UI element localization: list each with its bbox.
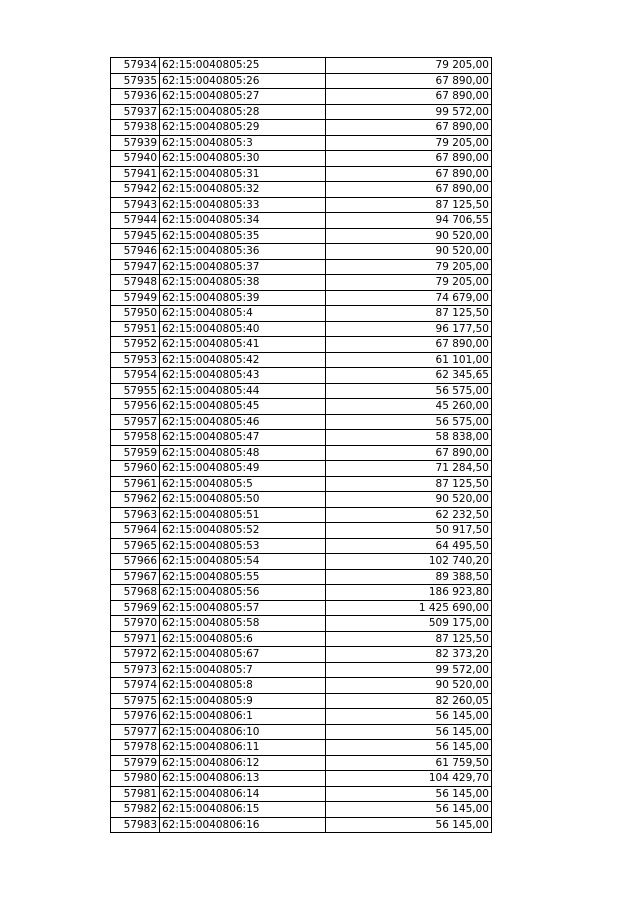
cadastral-value-cell: 61 759,50 [326, 755, 492, 771]
table-row [111, 197, 492, 213]
row-number-cell: 57961 [111, 476, 160, 492]
cadastral-number-cell: 62:15:0040805:33 [160, 197, 326, 213]
row-number-cell: 57980 [111, 771, 160, 787]
cadastral-value-cell: 45 260,00 [326, 399, 492, 415]
table-row [111, 275, 492, 291]
cadastral-value-cell: 509 175,00 [326, 616, 492, 632]
cadastral-value-cell: 90 520,00 [326, 228, 492, 244]
cadastral-number-cell: 62:15:0040805:54 [160, 554, 326, 570]
cadastral-value-cell: 61 101,00 [326, 352, 492, 368]
table-row [111, 755, 492, 771]
cadastral-number-cell: 62:15:0040805:50 [160, 492, 326, 508]
cadastral-number-cell: 62:15:0040805:46 [160, 414, 326, 430]
cadastral-number-cell: 62:15:0040805:52 [160, 523, 326, 539]
cadastral-value-cell: 67 890,00 [326, 445, 492, 461]
cadastral-number-cell: 62:15:0040805:43 [160, 368, 326, 384]
cadastral-value-cell: 67 890,00 [326, 337, 492, 353]
row-number-cell: 57954 [111, 368, 160, 384]
cadastral-number-cell: 62:15:0040805:9 [160, 693, 326, 709]
cadastral-value-cell: 87 125,50 [326, 476, 492, 492]
cadastral-number-cell: 62:15:0040805:48 [160, 445, 326, 461]
table-row [111, 89, 492, 105]
cadastral-value-cell: 56 145,00 [326, 786, 492, 802]
row-number-cell: 57958 [111, 430, 160, 446]
row-number-cell: 57955 [111, 383, 160, 399]
row-number-cell: 57945 [111, 228, 160, 244]
row-number-cell: 57946 [111, 244, 160, 260]
cadastral-number-cell: 62:15:0040805:51 [160, 507, 326, 523]
row-number-cell: 57969 [111, 600, 160, 616]
cadastral-number-cell: 62:15:0040805:30 [160, 151, 326, 167]
cadastral-number-cell: 62:15:0040806:12 [160, 755, 326, 771]
row-number-cell: 57944 [111, 213, 160, 229]
cadastral-value-cell: 74 679,00 [326, 290, 492, 306]
table-row [111, 228, 492, 244]
cadastral-value-cell: 99 572,00 [326, 104, 492, 120]
cadastral-value-cell: 82 260,05 [326, 693, 492, 709]
cadastral-number-cell: 62:15:0040806:11 [160, 740, 326, 756]
cadastral-number-cell: 62:15:0040805:35 [160, 228, 326, 244]
cadastral-value-cell: 64 495,50 [326, 538, 492, 554]
row-number-cell: 57936 [111, 89, 160, 105]
table-row [111, 538, 492, 554]
table-row [111, 213, 492, 229]
cadastral-value-cell: 56 145,00 [326, 740, 492, 756]
cadastral-number-cell: 62:15:0040805:36 [160, 244, 326, 260]
row-number-cell: 57979 [111, 755, 160, 771]
table-row [111, 461, 492, 477]
row-number-cell: 57943 [111, 197, 160, 213]
row-number-cell: 57962 [111, 492, 160, 508]
cadastral-number-cell: 62:15:0040806:16 [160, 817, 326, 833]
table-row [111, 492, 492, 508]
cadastral-value-cell: 58 838,00 [326, 430, 492, 446]
cadastral-number-cell: 62:15:0040805:5 [160, 476, 326, 492]
cadastral-value-cell: 56 145,00 [326, 802, 492, 818]
cadastral-value-cell: 96 177,50 [326, 321, 492, 337]
table-row [111, 166, 492, 182]
table-body [111, 58, 492, 833]
row-number-cell: 57966 [111, 554, 160, 570]
table-row [111, 507, 492, 523]
row-number-cell: 57963 [111, 507, 160, 523]
cadastral-value-cell: 56 145,00 [326, 817, 492, 833]
table-row [111, 693, 492, 709]
row-number-cell: 57964 [111, 523, 160, 539]
row-number-cell: 57975 [111, 693, 160, 709]
table-row [111, 569, 492, 585]
table-row [111, 306, 492, 322]
cadastral-value-cell: 102 740,20 [326, 554, 492, 570]
cadastral-number-cell: 62:15:0040805:25 [160, 58, 326, 74]
row-number-cell: 57957 [111, 414, 160, 430]
row-number-cell: 57938 [111, 120, 160, 136]
cadastral-number-cell: 62:15:0040805:39 [160, 290, 326, 306]
cadastral-value-cell: 62 232,50 [326, 507, 492, 523]
table-row [111, 476, 492, 492]
table-row [111, 786, 492, 802]
cadastral-number-cell: 62:15:0040805:45 [160, 399, 326, 415]
cadastral-number-cell: 62:15:0040806:15 [160, 802, 326, 818]
cadastral-value-cell: 87 125,50 [326, 631, 492, 647]
cadastral-number-cell: 62:15:0040805:3 [160, 135, 326, 151]
cadastral-value-cell: 82 373,20 [326, 647, 492, 663]
table-row [111, 120, 492, 136]
table-row [111, 290, 492, 306]
row-number-cell: 57952 [111, 337, 160, 353]
cadastral-value-cell: 56 145,00 [326, 709, 492, 725]
cadastral-value-cell: 71 284,50 [326, 461, 492, 477]
table-row [111, 445, 492, 461]
cadastral-value-cell: 56 145,00 [326, 724, 492, 740]
cadastral-number-cell: 62:15:0040805:42 [160, 352, 326, 368]
cadastral-number-cell: 62:15:0040806:1 [160, 709, 326, 725]
table-row [111, 337, 492, 353]
cadastral-number-cell: 62:15:0040805:58 [160, 616, 326, 632]
table-row [111, 352, 492, 368]
table-row [111, 709, 492, 725]
table-row [111, 399, 492, 415]
cadastral-number-cell: 62:15:0040805:28 [160, 104, 326, 120]
cadastral-value-cell: 79 205,00 [326, 259, 492, 275]
row-number-cell: 57971 [111, 631, 160, 647]
cadastral-number-cell: 62:15:0040805:8 [160, 678, 326, 694]
cadastral-value-cell: 90 520,00 [326, 244, 492, 260]
cadastral-number-cell: 62:15:0040805:37 [160, 259, 326, 275]
cadastral-value-cell: 90 520,00 [326, 678, 492, 694]
cadastral-number-cell: 62:15:0040805:40 [160, 321, 326, 337]
cadastral-value-cell: 67 890,00 [326, 89, 492, 105]
row-number-cell: 57949 [111, 290, 160, 306]
cadastral-number-cell: 62:15:0040805:53 [160, 538, 326, 554]
table-row [111, 817, 492, 833]
table-row [111, 321, 492, 337]
cadastral-value-cell: 99 572,00 [326, 662, 492, 678]
cadastral-number-cell: 62:15:0040805:67 [160, 647, 326, 663]
row-number-cell: 57947 [111, 259, 160, 275]
row-number-cell: 57937 [111, 104, 160, 120]
cadastral-value-cell: 94 706,55 [326, 213, 492, 229]
table-row [111, 383, 492, 399]
row-number-cell: 57956 [111, 399, 160, 415]
table-row [111, 678, 492, 694]
row-number-cell: 57983 [111, 817, 160, 833]
cadastral-value-cell: 1 425 690,00 [326, 600, 492, 616]
cadastral-value-cell: 79 205,00 [326, 275, 492, 291]
cadastral-value-cell: 67 890,00 [326, 120, 492, 136]
table-row [111, 259, 492, 275]
cadastral-value-cell: 67 890,00 [326, 73, 492, 89]
row-number-cell: 57950 [111, 306, 160, 322]
row-number-cell: 57978 [111, 740, 160, 756]
cadastral-number-cell: 62:15:0040805:4 [160, 306, 326, 322]
cadastral-number-cell: 62:15:0040805:41 [160, 337, 326, 353]
table-row [111, 58, 492, 74]
cadastral-value-cell: 50 917,50 [326, 523, 492, 539]
table-row [111, 135, 492, 151]
cadastral-number-cell: 62:15:0040806:14 [160, 786, 326, 802]
row-number-cell: 57982 [111, 802, 160, 818]
cadastral-value-cell: 87 125,50 [326, 197, 492, 213]
row-number-cell: 57960 [111, 461, 160, 477]
row-number-cell: 57981 [111, 786, 160, 802]
cadastral-number-cell: 62:15:0040805:7 [160, 662, 326, 678]
table-row [111, 802, 492, 818]
cadastral-value-table [110, 57, 492, 833]
row-number-cell: 57968 [111, 585, 160, 601]
table-row [111, 182, 492, 198]
table-row [111, 151, 492, 167]
table-row [111, 554, 492, 570]
cadastral-number-cell: 62:15:0040805:38 [160, 275, 326, 291]
row-number-cell: 57953 [111, 352, 160, 368]
row-number-cell: 57942 [111, 182, 160, 198]
cadastral-number-cell: 62:15:0040805:49 [160, 461, 326, 477]
table-row [111, 244, 492, 260]
cadastral-value-cell: 62 345,65 [326, 368, 492, 384]
table-row [111, 662, 492, 678]
cadastral-value-cell: 67 890,00 [326, 166, 492, 182]
table-row [111, 631, 492, 647]
row-number-cell: 57948 [111, 275, 160, 291]
cadastral-number-cell: 62:15:0040805:55 [160, 569, 326, 585]
cadastral-number-cell: 62:15:0040805:32 [160, 182, 326, 198]
cadastral-value-cell: 67 890,00 [326, 151, 492, 167]
table-row [111, 724, 492, 740]
table-row [111, 585, 492, 601]
table-row [111, 771, 492, 787]
row-number-cell: 57941 [111, 166, 160, 182]
cadastral-value-cell: 56 575,00 [326, 414, 492, 430]
cadastral-value-cell: 67 890,00 [326, 182, 492, 198]
row-number-cell: 57977 [111, 724, 160, 740]
cadastral-value-cell: 79 205,00 [326, 135, 492, 151]
cadastral-number-cell: 62:15:0040805:31 [160, 166, 326, 182]
row-number-cell: 57976 [111, 709, 160, 725]
row-number-cell: 57972 [111, 647, 160, 663]
cadastral-number-cell: 62:15:0040805:44 [160, 383, 326, 399]
table-row [111, 368, 492, 384]
cadastral-number-cell: 62:15:0040805:56 [160, 585, 326, 601]
row-number-cell: 57935 [111, 73, 160, 89]
cadastral-value-cell: 90 520,00 [326, 492, 492, 508]
cadastral-number-cell: 62:15:0040805:34 [160, 213, 326, 229]
cadastral-number-cell: 62:15:0040806:10 [160, 724, 326, 740]
table-row [111, 600, 492, 616]
cadastral-number-cell: 62:15:0040805:29 [160, 120, 326, 136]
row-number-cell: 57940 [111, 151, 160, 167]
row-number-cell: 57951 [111, 321, 160, 337]
cadastral-value-cell: 104 429,70 [326, 771, 492, 787]
table-row [111, 414, 492, 430]
table-row [111, 73, 492, 89]
cadastral-value-cell: 89 388,50 [326, 569, 492, 585]
cadastral-value-cell: 87 125,50 [326, 306, 492, 322]
row-number-cell: 57959 [111, 445, 160, 461]
row-number-cell: 57967 [111, 569, 160, 585]
table-row [111, 430, 492, 446]
row-number-cell: 57965 [111, 538, 160, 554]
table-row [111, 647, 492, 663]
row-number-cell: 57973 [111, 662, 160, 678]
cadastral-value-cell: 56 575,00 [326, 383, 492, 399]
row-number-cell: 57970 [111, 616, 160, 632]
cadastral-number-cell: 62:15:0040806:13 [160, 771, 326, 787]
cadastral-number-cell: 62:15:0040805:57 [160, 600, 326, 616]
row-number-cell: 57934 [111, 58, 160, 74]
cadastral-value-cell: 79 205,00 [326, 58, 492, 74]
table-row [111, 104, 492, 120]
table-row [111, 616, 492, 632]
cadastral-number-cell: 62:15:0040805:27 [160, 89, 326, 105]
row-number-cell: 57974 [111, 678, 160, 694]
table-row [111, 740, 492, 756]
cadastral-number-cell: 62:15:0040805:6 [160, 631, 326, 647]
table-row [111, 523, 492, 539]
cadastral-number-cell: 62:15:0040805:26 [160, 73, 326, 89]
cadastral-number-cell: 62:15:0040805:47 [160, 430, 326, 446]
cadastral-value-cell: 186 923,80 [326, 585, 492, 601]
row-number-cell: 57939 [111, 135, 160, 151]
